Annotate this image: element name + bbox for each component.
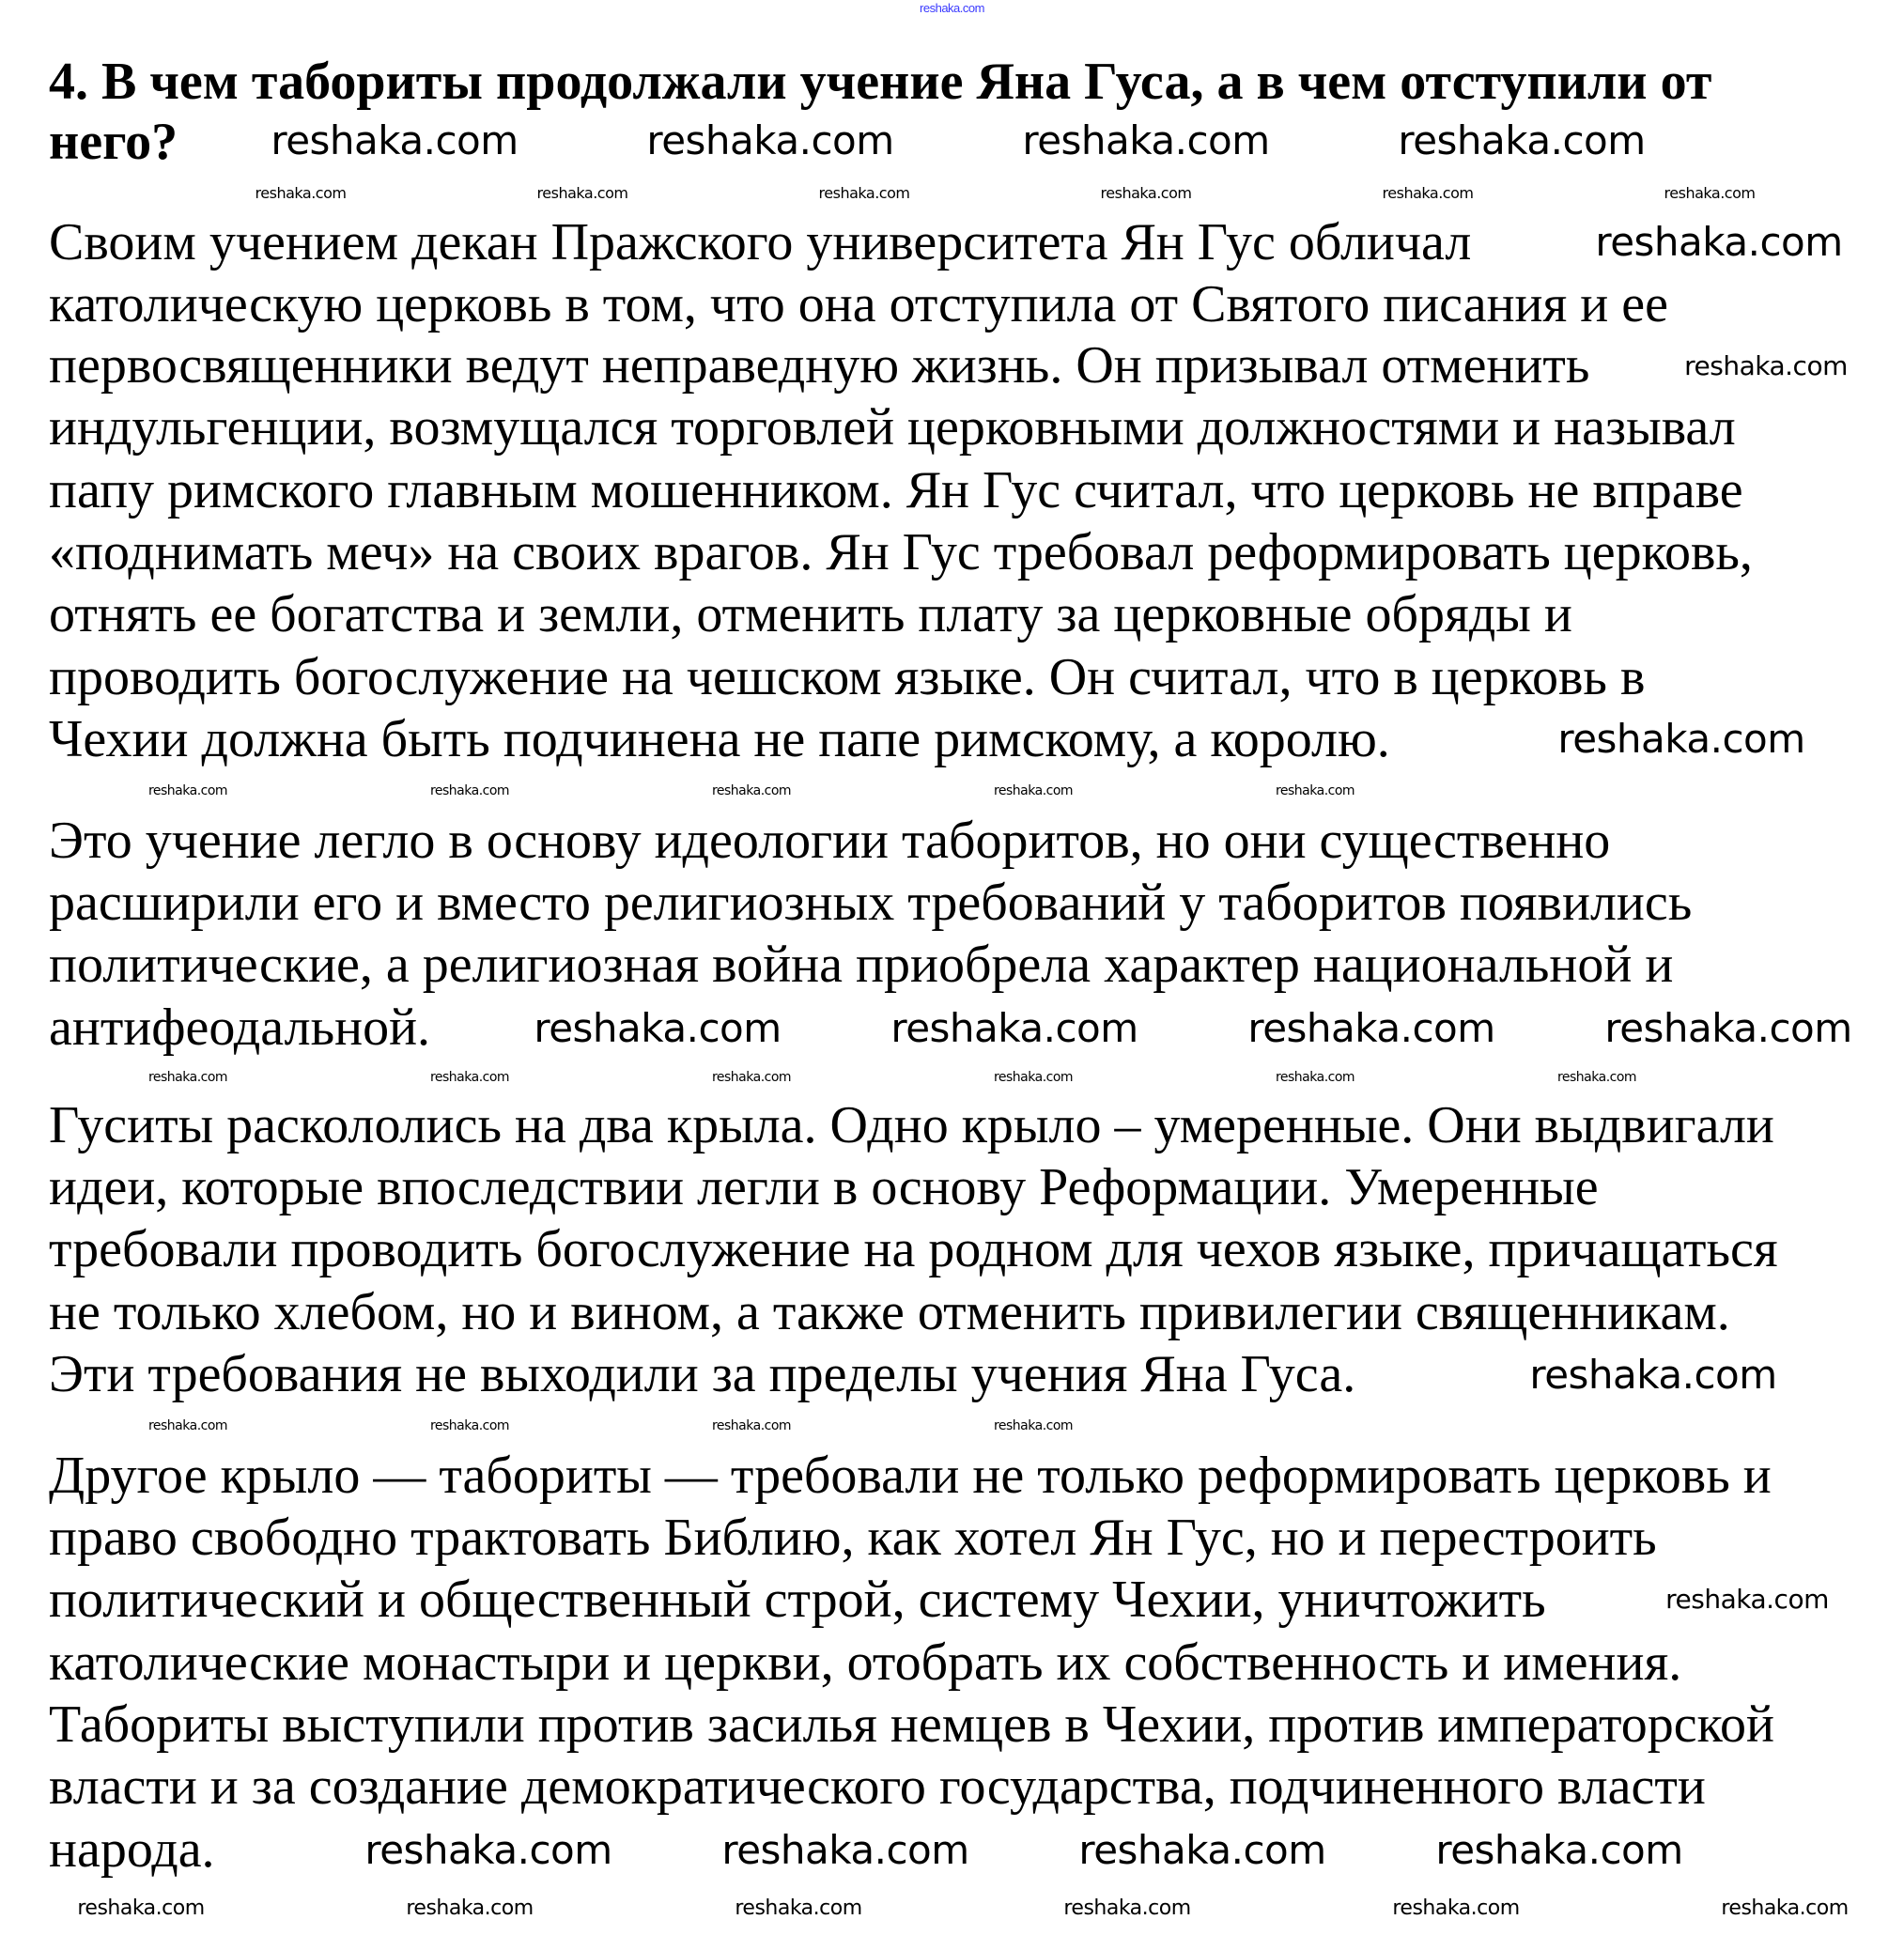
title-line: 4. В чем табориты продолжали учение Яна Гуса, а в чем отступили от [49,53,1712,111]
watermark-text: reshaka.com [147,1070,228,1085]
watermark-text: reshaka.com [1100,184,1192,202]
watermark-text: reshaka.com [406,1896,534,1920]
text-line: католическую церковь в том, что она отступила от Святого писания и ее [49,275,1668,333]
watermark-text: reshaka.com [1721,1896,1849,1920]
watermark-text: reshaka.com [536,184,628,202]
watermark-text: reshaka.com [711,1418,792,1433]
watermark-text: reshaka.com [1275,783,1355,798]
watermark-text: reshaka.com [1022,117,1270,163]
watermark-text: reshaka.com [147,1418,228,1433]
watermark-text: reshaka.com [1595,219,1843,265]
watermark-text: reshaka.com [993,1418,1074,1433]
text-line: Это учение легло в основу идеологии таборитов, но они существенно [49,812,1611,870]
watermark-text: reshaka.com [534,1005,782,1051]
watermark-text: reshaka.com [1665,1584,1829,1615]
watermark-text: reshaka.com [721,1827,969,1873]
watermark-text: reshaka.com [1435,1827,1683,1873]
watermark-text: reshaka.com [1557,716,1805,762]
watermark-text: reshaka.com [271,117,519,163]
text-line: политические, а религиозная война приобрела характер национальной и [49,936,1674,994]
text-line: отнять ее богатства и земли, отменить плату за церковные обряды и [49,585,1572,643]
watermark-text: reshaka.com [1063,1896,1191,1920]
watermark-text: reshaka.com [1556,1070,1637,1085]
text-line: первосвященники ведут неправедную жизнь. Он призывал отменить [49,336,1590,395]
watermark-text: reshaka.com [255,184,347,202]
watermark-text: reshaka.com [993,1070,1074,1085]
text-line: Своим учением декан Пражского университета Ян Гус обличал [49,213,1472,271]
watermark-text: reshaka.com [1382,184,1474,202]
text-line: индульгенции, возмущался торговлей церковными должностями и называл [49,398,1736,457]
watermark-text: reshaka.com [890,1005,1138,1051]
text-line: расширили его и вместо религиозных требований у таборитов появились [49,874,1693,932]
watermark-text: reshaka.com [1604,1005,1852,1051]
text-line: Другое крыло — табориты — требовали не только реформировать церковь и [49,1447,1772,1505]
watermark-text: reshaka.com [1247,1005,1495,1051]
text-line: Чехии должна быть подчинена не папе римскому, а королю. [49,710,1390,768]
watermark-text: reshaka.com [1529,1352,1777,1398]
text-line: политический и общественный строй, систему Чехии, уничтожить [49,1571,1546,1629]
watermark-text: reshaka.com [1078,1827,1326,1873]
watermark-text: reshaka.com [735,1896,862,1920]
watermark-text: reshaka.com [1684,350,1848,381]
text-line: идеи, которые впоследствии легли в основу Реформации. Умеренные [49,1158,1599,1216]
watermark-text: reshaka.com [993,783,1074,798]
text-line: народа. [49,1820,215,1879]
watermark-text: reshaka.com [1275,1070,1355,1085]
watermark-text: reshaka.com [646,117,894,163]
watermark-text: reshaka.com [818,184,910,202]
text-line: Эти требования не выходили за пределы учения Яна Гуса. [49,1345,1356,1403]
watermark-text: reshaka.com [429,1418,510,1433]
watermark-text: reshaka.com [77,1896,205,1920]
watermark-text: reshaka.com [364,1827,612,1873]
text-line: «поднимать меч» на своих врагов. Ян Гус требовал реформировать церковь, [49,523,1753,581]
watermark-text: reshaka.com [429,783,510,798]
text-line: Гуситы раскололись на два крыла. Одно крыло – умеренные. Они выдвигали [49,1096,1774,1154]
title-line: него? [49,113,178,171]
text-line: не только хлебом, но и вином, а также отменить привилегии священникам. [49,1283,1730,1341]
text-line: право свободно трактовать Библию, как хотел Ян Гус, но и перестроить [49,1509,1657,1567]
watermark-text: reshaka.com [147,783,228,798]
text-line: проводить богослужение на чешском языке. Он считал, что в церковь в [49,648,1646,706]
text-line: папу римского главным мошенником. Ян Гус считал, что церковь не вправе [49,461,1743,519]
watermark-text: reshaka.com [429,1070,510,1085]
text-line: католические монастыри и церкви, отобрать их собственность и имения. [49,1633,1682,1692]
watermark-text: reshaka.com [711,1070,792,1085]
watermark-text: reshaka.com [1392,1896,1520,1920]
watermark-text: reshaka.com [1398,117,1646,163]
watermark-text: reshaka.com [711,783,792,798]
text-line: власти и за создание демократического государства, подчиненного власти [49,1757,1706,1816]
header-watermark: reshaka.com [920,1,984,15]
text-line: требовали проводить богослужение на родном для чехов языке, причащаться [49,1220,1778,1278]
text-line: Табориты выступили против засилья немцев в Чехии, против императорской [49,1695,1774,1754]
text-line: антифеодальной. [49,998,431,1057]
watermark-text: reshaka.com [1664,184,1756,202]
